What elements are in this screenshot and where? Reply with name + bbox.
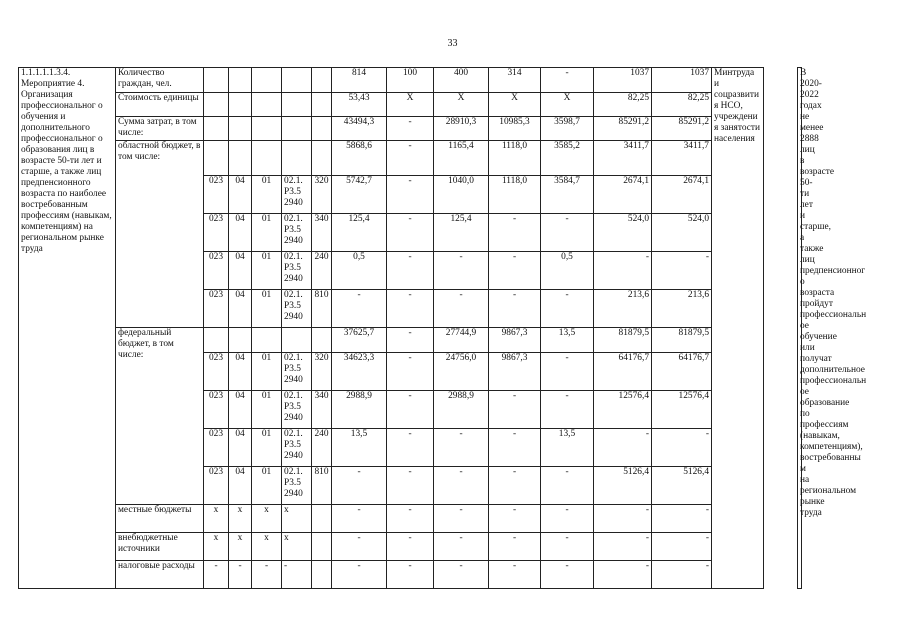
row-value: -	[489, 252, 541, 290]
row-value: 27744,9	[434, 328, 489, 353]
row-value: 13,5	[332, 429, 387, 467]
code-grbs: 023	[204, 353, 229, 391]
row-value: 3411,7	[652, 141, 712, 176]
code-grbs	[204, 141, 229, 176]
row-value: -	[541, 505, 594, 533]
row-value: 314	[489, 68, 541, 93]
code-subsection	[252, 141, 282, 176]
code-target	[282, 328, 312, 353]
row-value: -	[652, 429, 712, 467]
code-section	[229, 141, 252, 176]
row-value: X	[541, 93, 594, 117]
row-value: 64176,7	[594, 353, 652, 391]
row-value: -	[489, 505, 541, 533]
row-value: 5742,7	[332, 176, 387, 214]
code-target: 02.1. Р3.5 2940	[282, 429, 312, 467]
row-value: -	[434, 252, 489, 290]
row-value: -	[489, 391, 541, 429]
row-value: 12576,4	[594, 391, 652, 429]
row-value: 10985,3	[489, 117, 541, 141]
row-value: 1165,4	[434, 141, 489, 176]
code-target: 02.1. Р3.5 2940	[282, 467, 312, 505]
row-value: 9867,3	[489, 328, 541, 353]
row-value: 1118,0	[489, 176, 541, 214]
row-value: -	[387, 176, 434, 214]
code-grbs: 023	[204, 176, 229, 214]
code-grbs: x	[204, 505, 229, 533]
code-grbs: 023	[204, 429, 229, 467]
code-section	[229, 117, 252, 141]
row-value: -	[489, 429, 541, 467]
row-label: Стоимость единицы	[116, 93, 204, 117]
code-grbs	[204, 93, 229, 117]
row-value: -	[332, 467, 387, 505]
code-target: 02.1. Р3.5 2940	[282, 290, 312, 328]
code-target: x	[282, 533, 312, 561]
code-grbs	[204, 328, 229, 353]
code-type: 240	[312, 429, 332, 467]
code-section: 04	[229, 353, 252, 391]
code-type	[312, 93, 332, 117]
row-value: -	[387, 141, 434, 176]
row-value: -	[332, 505, 387, 533]
code-target: 02.1. Р3.5 2940	[282, 391, 312, 429]
code-subsection: x	[252, 533, 282, 561]
row-value: -	[387, 328, 434, 353]
code-subsection: 01	[252, 429, 282, 467]
code-section: 04	[229, 176, 252, 214]
code-target: -	[282, 561, 312, 589]
row-value: 400	[434, 68, 489, 93]
code-section: 04	[229, 252, 252, 290]
code-subsection: 01	[252, 214, 282, 252]
code-type: 340	[312, 391, 332, 429]
code-target: x	[282, 505, 312, 533]
row-value: 81879,5	[652, 328, 712, 353]
row-value: 85291,2	[594, 117, 652, 141]
row-value: 125,4	[332, 214, 387, 252]
row-label: федеральный бюджет, в том числе:	[116, 328, 204, 505]
row-value: -	[652, 561, 712, 589]
program-table	[18, 67, 888, 589]
row-value: -	[541, 533, 594, 561]
event-executor: Минтруда и соцразвити я НСО, учреждени я занятости населения	[712, 68, 764, 589]
row-value: 37625,7	[332, 328, 387, 353]
code-target: 02.1. Р3.5 2940	[282, 176, 312, 214]
row-value: -	[387, 290, 434, 328]
code-subsection	[252, 93, 282, 117]
code-target	[282, 117, 312, 141]
code-section: 04	[229, 214, 252, 252]
row-value: -	[434, 561, 489, 589]
row-value: 524,0	[652, 214, 712, 252]
code-type: 240	[312, 252, 332, 290]
code-grbs: 023	[204, 391, 229, 429]
code-grbs: 023	[204, 214, 229, 252]
code-type: 320	[312, 176, 332, 214]
code-type: 340	[312, 214, 332, 252]
row-value: 2674,1	[652, 176, 712, 214]
row-value: 53,43	[332, 93, 387, 117]
row-value: -	[387, 429, 434, 467]
row-value: 64176,7	[652, 353, 712, 391]
code-target	[282, 141, 312, 176]
event-result: В 2020-2022 годах не менее 2888 лиц в возрасте 50-ти лет и старше, а также лиц предпенсионног о возраста пройдут профессиональн ое обучение или получат дополнительное профессиональн ое образование по профессиям (навыкам, компетенциям), востребованны м на региональном рынке труда	[798, 68, 802, 589]
row-label: местные бюджеты	[116, 505, 204, 533]
row-value: -	[332, 533, 387, 561]
row-value: -	[541, 561, 594, 589]
row-value: -	[594, 429, 652, 467]
code-type	[312, 141, 332, 176]
row-value: 3584,7	[541, 176, 594, 214]
row-value: X	[489, 93, 541, 117]
code-grbs: 023	[204, 290, 229, 328]
code-section	[229, 328, 252, 353]
row-label: Сумма затрат, в том числе:	[116, 117, 204, 141]
row-value: -	[387, 353, 434, 391]
code-type	[312, 328, 332, 353]
row-value: 5126,4	[594, 467, 652, 505]
row-value: -	[387, 214, 434, 252]
row-value: -	[434, 467, 489, 505]
row-value: 1037	[652, 68, 712, 93]
code-grbs	[204, 117, 229, 141]
row-value: 34623,3	[332, 353, 387, 391]
code-target	[282, 93, 312, 117]
row-value: 213,6	[594, 290, 652, 328]
code-type	[312, 533, 332, 561]
row-value: -	[541, 214, 594, 252]
row-value: -	[387, 505, 434, 533]
row-value: -	[541, 68, 594, 93]
code-type: 810	[312, 290, 332, 328]
row-value: 3598,7	[541, 117, 594, 141]
row-value: 13,5	[541, 429, 594, 467]
row-value: 3411,7	[594, 141, 652, 176]
row-value: -	[652, 252, 712, 290]
row-value: -	[387, 252, 434, 290]
row-value: 100	[387, 68, 434, 93]
code-subsection: 01	[252, 467, 282, 505]
row-value: -	[489, 533, 541, 561]
code-section	[229, 93, 252, 117]
row-label: налоговые расходы	[116, 561, 204, 589]
row-value: 85291,2	[652, 117, 712, 141]
code-section: 04	[229, 429, 252, 467]
code-grbs: 023	[204, 252, 229, 290]
row-value: 0,5	[332, 252, 387, 290]
code-subsection: 01	[252, 252, 282, 290]
row-value: 3585,2	[541, 141, 594, 176]
code-section: 04	[229, 467, 252, 505]
code-section: -	[229, 561, 252, 589]
code-grbs	[204, 68, 229, 93]
row-value: -	[594, 252, 652, 290]
row-value: X	[387, 93, 434, 117]
row-value: 12576,4	[652, 391, 712, 429]
code-type	[312, 505, 332, 533]
code-subsection	[252, 68, 282, 93]
row-value: -	[541, 353, 594, 391]
row-value: -	[541, 290, 594, 328]
row-value: -	[434, 533, 489, 561]
row-value: 82,25	[652, 93, 712, 117]
code-grbs: x	[204, 533, 229, 561]
row-value: 1037	[594, 68, 652, 93]
code-section	[229, 68, 252, 93]
row-value: -	[594, 533, 652, 561]
row-value: 524,0	[594, 214, 652, 252]
row-value: 5868,6	[332, 141, 387, 176]
row-value: -	[387, 561, 434, 589]
column-gap	[764, 68, 798, 589]
code-target: 02.1. Р3.5 2940	[282, 214, 312, 252]
code-type	[312, 561, 332, 589]
row-value: 125,4	[434, 214, 489, 252]
code-section: 04	[229, 391, 252, 429]
row-value: -	[489, 467, 541, 505]
row-value: -	[652, 533, 712, 561]
row-value: -	[541, 391, 594, 429]
table-body	[19, 68, 888, 589]
code-type	[312, 117, 332, 141]
row-value: -	[387, 391, 434, 429]
row-value: -	[541, 467, 594, 505]
code-grbs: -	[204, 561, 229, 589]
code-subsection: 01	[252, 290, 282, 328]
code-type	[312, 68, 332, 93]
row-value: -	[434, 429, 489, 467]
row-value: -	[387, 533, 434, 561]
page-number: 33	[447, 38, 458, 49]
code-target: 02.1. Р3.5 2940	[282, 353, 312, 391]
row-value: -	[489, 290, 541, 328]
table-row	[19, 68, 888, 93]
code-type: 320	[312, 353, 332, 391]
row-value: 2988,9	[332, 391, 387, 429]
row-label: внебюджетные источники	[116, 533, 204, 561]
row-value: 213,6	[652, 290, 712, 328]
code-section: 04	[229, 290, 252, 328]
row-value: -	[489, 561, 541, 589]
row-value: 1040,0	[434, 176, 489, 214]
code-subsection: -	[252, 561, 282, 589]
row-value: 2674,1	[594, 176, 652, 214]
row-value: -	[332, 290, 387, 328]
row-value: 9867,3	[489, 353, 541, 391]
row-value: -	[434, 505, 489, 533]
row-label: Количество граждан, чел.	[116, 68, 204, 93]
row-value: 81879,5	[594, 328, 652, 353]
row-value: -	[434, 290, 489, 328]
row-value: 0,5	[541, 252, 594, 290]
row-value: 5126,4	[652, 467, 712, 505]
row-value: 43494,3	[332, 117, 387, 141]
row-label: областной бюджет, в том числе:	[116, 141, 204, 328]
code-grbs: 023	[204, 467, 229, 505]
code-target: 02.1. Р3.5 2940	[282, 252, 312, 290]
code-section: x	[229, 505, 252, 533]
row-value: -	[594, 505, 652, 533]
code-subsection: 01	[252, 176, 282, 214]
code-subsection: 01	[252, 353, 282, 391]
row-value: 1118,0	[489, 141, 541, 176]
row-value: -	[387, 117, 434, 141]
row-value: 814	[332, 68, 387, 93]
event-title: 1.1.1.1.1.3.4. Мероприятие 4. Организация профессиональног о обучения и дополнительного профессиональног о образования лиц в возрасте 50-ти лет и старше, а также лиц предпенсионного возраста по наиболее востребованным профессиям (навыкам, компетенциям) на региональном рынке труда	[19, 68, 116, 589]
row-value: 24756,0	[434, 353, 489, 391]
row-value: -	[652, 505, 712, 533]
code-subsection	[252, 117, 282, 141]
row-value: 13,5	[541, 328, 594, 353]
code-subsection: x	[252, 505, 282, 533]
row-value: 82,25	[594, 93, 652, 117]
row-value: X	[434, 93, 489, 117]
code-subsection	[252, 328, 282, 353]
row-value: -	[387, 467, 434, 505]
row-value: -	[332, 561, 387, 589]
row-value: -	[489, 214, 541, 252]
code-section: x	[229, 533, 252, 561]
code-subsection: 01	[252, 391, 282, 429]
row-value: -	[594, 561, 652, 589]
row-value: 2988,9	[434, 391, 489, 429]
row-value: 28910,3	[434, 117, 489, 141]
code-target	[282, 68, 312, 93]
code-type: 810	[312, 467, 332, 505]
